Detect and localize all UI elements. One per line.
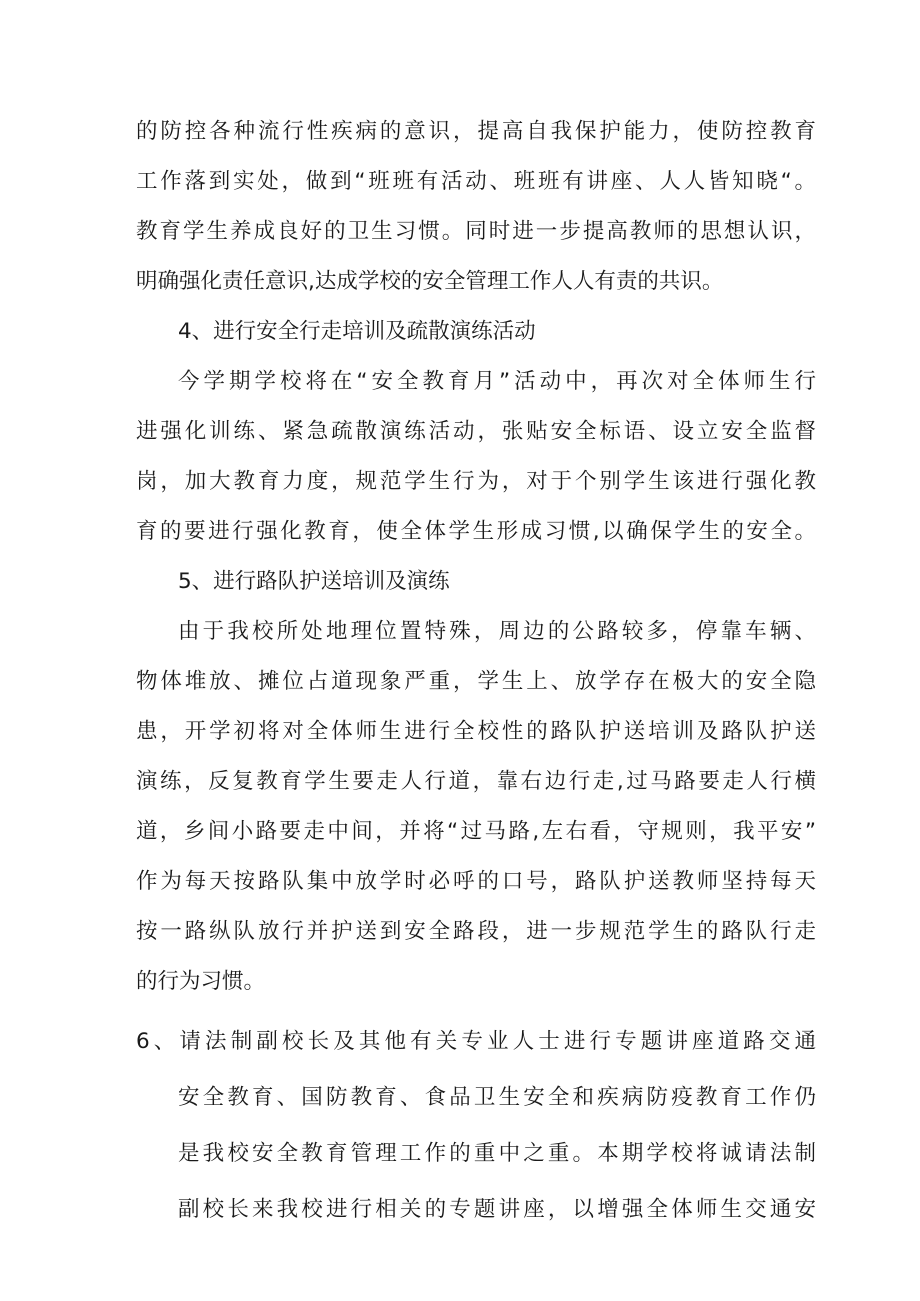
paragraph-5-line-6: 作为每天按路队集中放学时必呼的口号，路队护送教师坚持每天 <box>136 869 816 894</box>
paragraph-1-line-1: 的防控各种流行性疾病的意识，提高自我保护能力，使防控教育 <box>136 119 816 144</box>
paragraph-4-line-1: 今学期学校将在“安全教育月”活动中，再次对全体师生行 <box>178 369 816 394</box>
paragraph-1-line-3: 教育学生养成良好的卫生习惯。同时进一步提高教师的思想认识， <box>136 219 816 244</box>
paragraph-4-line-4: 育的要进行强化教育，使全体学生形成习惯,以确保学生的安全。 <box>136 519 816 544</box>
paragraph-1-line-4: 明确强化责任意识,达成学校的安全管理工作人人有责的共识。 <box>136 269 724 294</box>
paragraph-4-line-2: 进强化训练、紧急疏散演练活动，张贴安全标语、设立安全监督 <box>136 419 816 444</box>
paragraph-5-line-8: 的行为习惯。 <box>136 969 266 994</box>
paragraph-1-line-2: 工作落到实处，做到“班班有活动、班班有讲座、人人皆知晓“。 <box>136 169 816 194</box>
paragraph-5-line-3: 患，开学初将对全体师生进行全校性的路队护送培训及路队护送 <box>136 719 816 744</box>
paragraph-6-line-2: 安全教育、国防教育、食品卫生安全和疾病防疫教育工作仍 <box>178 1085 816 1110</box>
section-heading-5: 5、进行路队护送培训及演练 <box>178 569 450 594</box>
paragraph-4-line-3: 岗，加大教育力度，规范学生行为，对于个别学生该进行强化教 <box>136 469 816 494</box>
paragraph-5-line-7: 按一路纵队放行并护送到安全路段，进一步规范学生的路队行走 <box>136 919 816 944</box>
paragraph-6-line-1: 6、请法制副校长及其他有关专业人士进行专题讲座道路交通 <box>136 1029 816 1054</box>
paragraph-5-line-4: 演练，反复教育学生要走人行道，靠右边行走,过马路要走人行横 <box>136 769 816 794</box>
paragraph-6-line-3: 是我校安全教育管理工作的重中之重。本期学校将诚请法制 <box>178 1141 816 1166</box>
paragraph-5-line-1: 由于我校所处地理位置特殊，周边的公路较多，停靠车辆、 <box>178 619 816 644</box>
paragraph-5-line-2: 物体堆放、摊位占道现象严重，学生上、放学存在极大的安全隐 <box>136 669 816 694</box>
section-heading-4: 4、进行安全行走培训及疏散演练活动 <box>178 319 536 344</box>
paragraph-5-line-5: 道，乡间小路要走中间，并将“过马路,左右看，守规则，我平安” <box>136 819 816 844</box>
paragraph-6-line-4: 副校长来我校进行相关的专题讲座，以增强全体师生交通安 <box>178 1197 816 1222</box>
